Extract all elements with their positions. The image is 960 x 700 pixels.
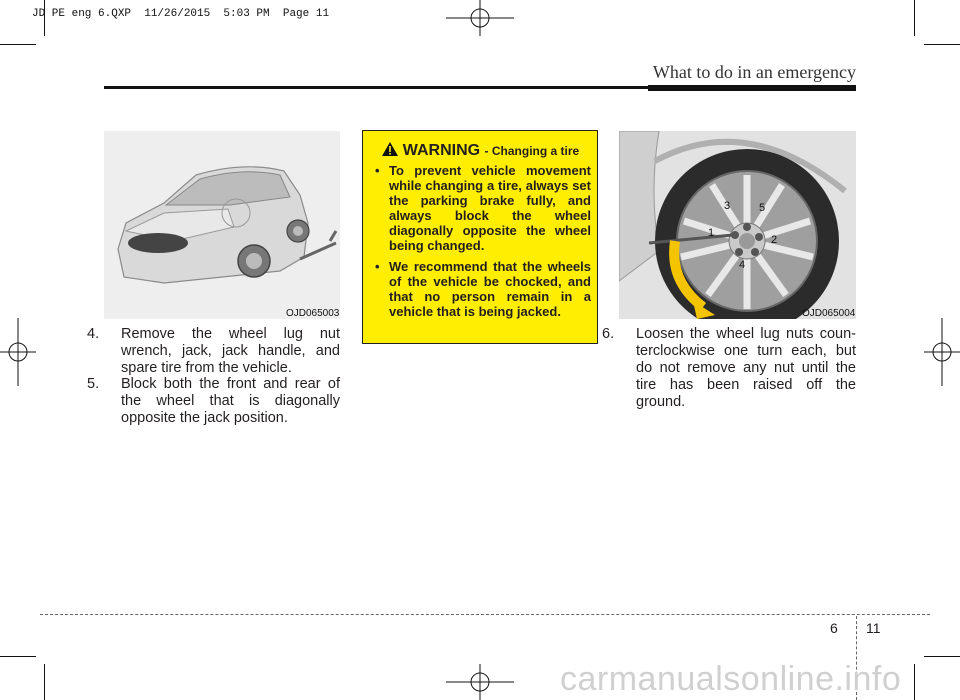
section-title: What to do in an emergency (652, 62, 856, 82)
figure-label-left: OJD065003 (286, 308, 340, 319)
bullet: • (375, 163, 380, 178)
warning-title: WARNING (402, 142, 481, 159)
warning-item (375, 259, 591, 319)
registration-mark-top (446, 0, 514, 36)
step-text: Remove the wheel lug nut wrench, jack, jack handle, and spare tire from the vehicle. (121, 326, 340, 376)
registration-mark-bottom (446, 664, 514, 700)
page-number: 11 (866, 620, 881, 636)
step-text: Block both the front and rear of the wheel that is diagonally opposite the jack position. (121, 376, 340, 426)
warning-list (375, 163, 591, 325)
bullet: • (375, 259, 380, 274)
step-number: 5. (87, 376, 100, 392)
warning-item-text: To prevent vehicle movement while changing a tire, always set the parking brake fully, and always block the wheel diagonally opposite the wheel being changed. (389, 163, 591, 253)
registration-mark-right (924, 318, 960, 386)
crop-mark (914, 664, 915, 700)
footer-rule (40, 614, 930, 615)
figure-label-right: OJD065004 (802, 308, 856, 319)
warning-box (362, 130, 598, 344)
warning-item-text: We recommend that the wheels of the vehicle be chocked, and that no person remain in a vehicle that is being jacked. (389, 259, 591, 319)
warning-heading (363, 141, 597, 160)
lug-number-4: 4 (739, 259, 746, 271)
step-number: 4. (87, 326, 100, 342)
step-5 (87, 376, 340, 427)
warning-item (375, 163, 591, 253)
watermark: carmanualsonline.info (560, 660, 902, 698)
lug-number-3: 3 (724, 200, 731, 212)
lug-number-5: 5 (759, 202, 766, 214)
warning-triangle-icon (381, 141, 399, 157)
crop-mark (0, 44, 36, 45)
step-4 (87, 326, 340, 377)
step-number: 6. (602, 326, 615, 342)
step-text: Loosen the wheel lug nuts coun-terclockwise one turn each, but do not remove any nut until the tire has been raised off the ground. (636, 326, 856, 410)
chapter-number: 6 (830, 620, 838, 636)
crop-mark (0, 656, 36, 657)
warning-subtitle: - Changing a tire (484, 144, 580, 158)
car-jack-illustration (104, 131, 340, 319)
wheel-lug-nut-illustration (619, 131, 856, 319)
crop-mark (924, 656, 960, 657)
crop-mark (44, 664, 45, 700)
crop-mark (924, 44, 960, 45)
header-rule-bar (648, 85, 856, 91)
lug-number-1: 1 (708, 227, 715, 239)
crop-mark (914, 0, 915, 36)
registration-mark-left (0, 318, 36, 386)
print-slug: JD PE eng 6.QXP 11/26/2015 5:03 PM Page 11 (32, 8, 330, 20)
step-6 (602, 326, 856, 411)
lug-number-2: 2 (771, 234, 778, 246)
